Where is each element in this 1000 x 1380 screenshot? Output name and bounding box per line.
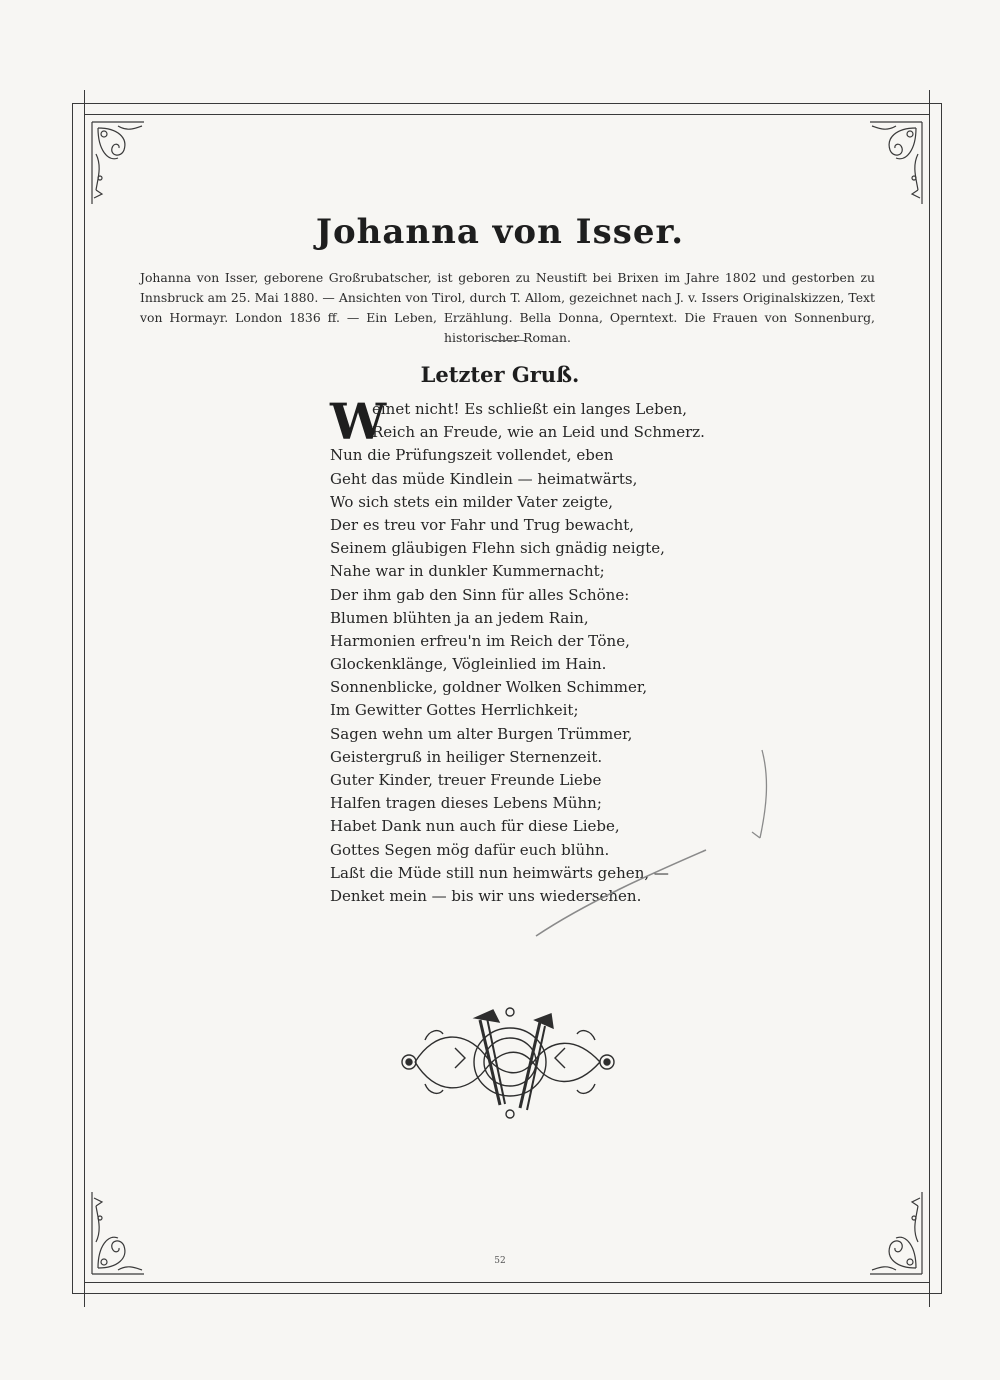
poem-line: Wo sich stets ein milder Vater zeigte,: [330, 492, 614, 511]
poem-line: Gottes Segen mög dafür euch blühn.: [330, 840, 610, 859]
corner-ornament-icon: [88, 118, 148, 208]
floral-vignette-icon: [395, 1000, 625, 1125]
poem-line: Nun die Prüfungszeit vollendet, eben: [330, 446, 614, 465]
poem-line: Habet Dank nun auch für diese Liebe,: [330, 817, 620, 836]
poem-line: Sagen wehn um alter Burgen Trümmer,: [330, 724, 633, 743]
poem-line: Der es treu vor Fahr und Trug bewacht,: [330, 515, 635, 534]
corner-ornament-icon: [866, 118, 926, 208]
author-biography: Johanna von Isser, geborene Großrubatscher, ist geboren zu Neustift bei Brixen im Jahre 1802 und gestorben zu Innsbruck am 25. Mai 1880. — Ansichten von Tirol, durch T. Allom, gezeichnet nach J. v. Issers Originalskizzen, Text von Hormayr. London 1836 ff. — Ein Leben, Erzählung. Bella Donna, Operntext. Die Frauen von Sonnenburg, historischer Roman.: [140, 270, 875, 345]
poem-line: Seinem gläubigen Flehn sich gnädig neigte,: [330, 539, 665, 558]
poem-line: Denket mein — bis wir uns wiedersehen.: [330, 886, 642, 905]
poem-dropcap: W: [330, 392, 387, 451]
section-divider: [490, 340, 526, 341]
poem-line: einet nicht! Es schließt ein langes Leben,: [372, 400, 688, 418]
poem-line: Glockenklänge, Vögleinlied im Hain.: [330, 655, 607, 674]
poem-line: Im Gewitter Gottes Herrlichkeit;: [330, 701, 579, 720]
poem-line: Laßt die Müde still nun heimwärts gehen, —: [330, 863, 669, 882]
poem-line: Sonnenblicke, goldner Wolken Schimmer,: [330, 678, 648, 697]
pencil-mark: [520, 740, 780, 950]
poem-line: Harmonien erfreu'n im Reich der Töne,: [330, 631, 630, 650]
poem-line: Guter Kinder, treuer Freunde Liebe: [330, 771, 602, 789]
poem-line: Nahe war in dunkler Kummernacht;: [330, 562, 605, 581]
poem-line: Halfen tragen dieses Lebens Mühn;: [330, 794, 602, 813]
page-title: Johanna von Isser.: [315, 212, 685, 252]
poem-line: Geht das müde Kindlein — heimatwärts,: [330, 469, 638, 488]
poem-line: Reich an Freude, wie an Leid und Schmerz.: [372, 423, 705, 442]
page-number: 52: [494, 1256, 506, 1266]
poem-line: Geistergruß in heiliger Sternenzeit.: [330, 747, 603, 766]
poem-line: Der ihm gab den Sinn für alles Schöne:: [330, 585, 630, 604]
poem-line: Blumen blühten ja an jedem Rain,: [330, 608, 589, 627]
poem-title: Letzter Gruß.: [420, 362, 580, 387]
